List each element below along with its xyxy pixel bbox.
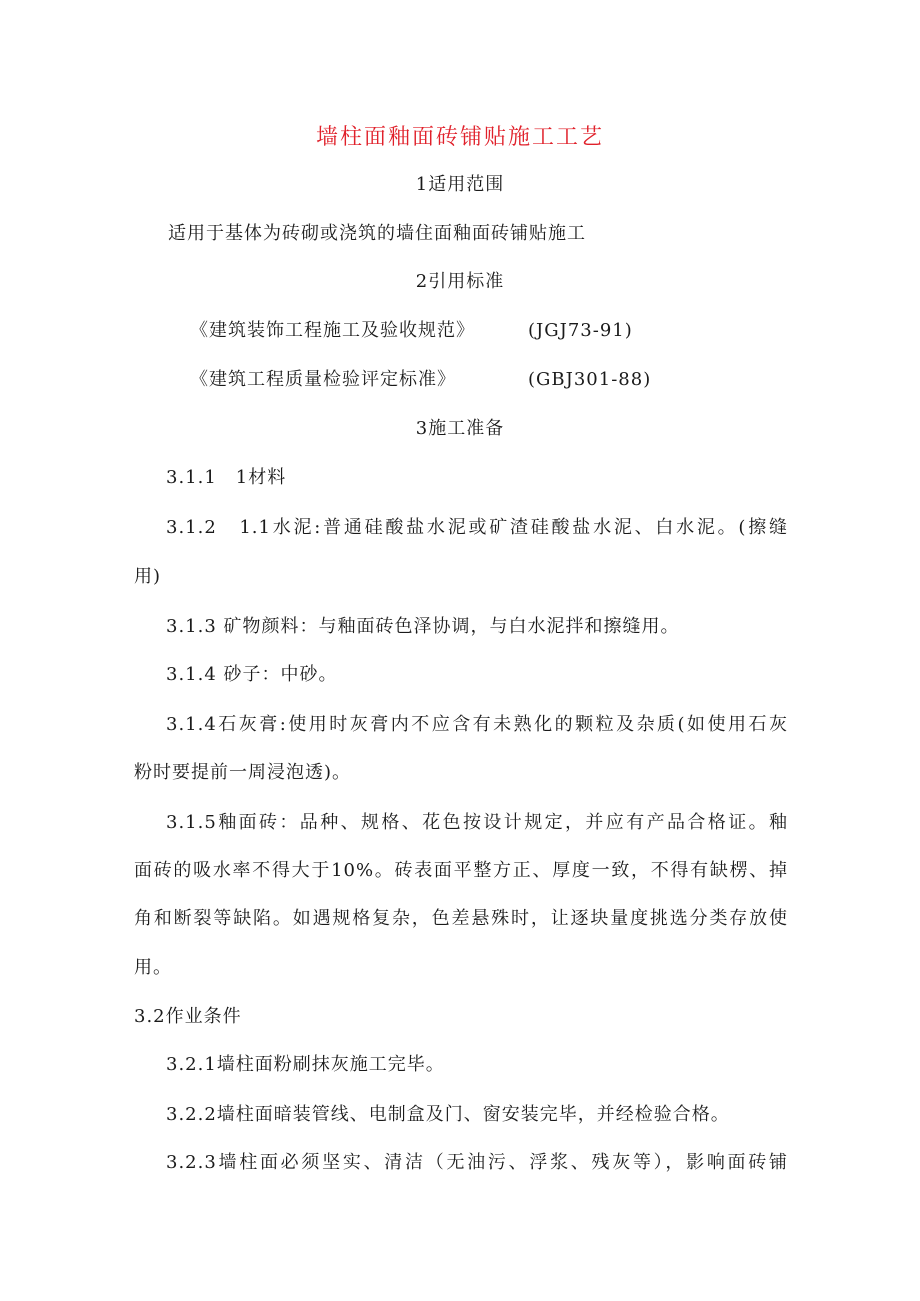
item-3-2-2: 3.2.2墙柱面暗装管线、电制盒及门、窗安装完毕，并经检验合格。 <box>166 1104 730 1125</box>
section-heading-3-2: 3.2作业条件 <box>134 1006 242 1027</box>
standard-1-code: (JGJ73-91) <box>528 320 633 341</box>
item-3-1-3: 3.1.3 矿物颜料：与釉面砖色泽协调，与白水泥拌和擦缝用。 <box>166 616 680 637</box>
standard-1-name: 《建筑装饰工程施工及验收规范》 <box>190 320 475 341</box>
item-3-1-4-lime-line1: 3.1.4石灰膏:使用时灰膏内不应含有未熟化的颗粒及杂质(如使用石灰 <box>166 714 788 735</box>
section-heading-1: 1适用范围 <box>415 174 505 195</box>
section-heading-3: 3施工准备 <box>415 418 505 439</box>
paragraph-scope: 适用于基体为砖砌或浇筑的墙住面釉面砖铺贴施工 <box>168 223 586 244</box>
item-3-1-5-line1: 3.1.5釉面砖：品种、规格、花色按设计规定，并应有产品合格证。釉 <box>166 812 788 833</box>
item-3-1-4-sand: 3.1.4 砂子：中砂。 <box>166 664 338 685</box>
item-3-1-1: 3.1.1 1材料 <box>166 467 287 488</box>
item-3-1-5-line4: 用。 <box>134 957 172 978</box>
item-3-1-5-line3: 角和断裂等缺陷。如遇规格复杂，色差悬殊时，让逐块量度挑选分类存放使 <box>134 908 788 929</box>
section-heading-2: 2引用标准 <box>415 271 505 292</box>
document-title: 墙柱面釉面砖铺贴施工工艺 <box>315 125 604 150</box>
item-3-2-3: 3.2.3墙柱面必须坚实、清洁（无油污、浮浆、残灰等），影响面砖铺 <box>166 1152 788 1173</box>
item-3-1-4-lime-line2: 粉时要提前一周浸泡透)。 <box>134 762 352 783</box>
item-3-1-2-line2: 用) <box>134 566 162 587</box>
item-3-1-2-line1: 3.1.2 1.1水泥:普通硅酸盐水泥或矿渣硅酸盐水泥、白水泥。(擦缝 <box>166 517 788 538</box>
standard-2-code: (GBJ301-88) <box>528 369 652 390</box>
item-3-1-5-line2: 面砖的吸水率不得大于10%。砖表面平整方正、厚度一致，不得有缺楞、掉 <box>134 860 788 881</box>
item-3-2-1: 3.2.1墙柱面粉刷抹灰施工完毕。 <box>166 1054 445 1075</box>
standard-2-name: 《建筑工程质量检验评定标准》 <box>190 369 456 390</box>
